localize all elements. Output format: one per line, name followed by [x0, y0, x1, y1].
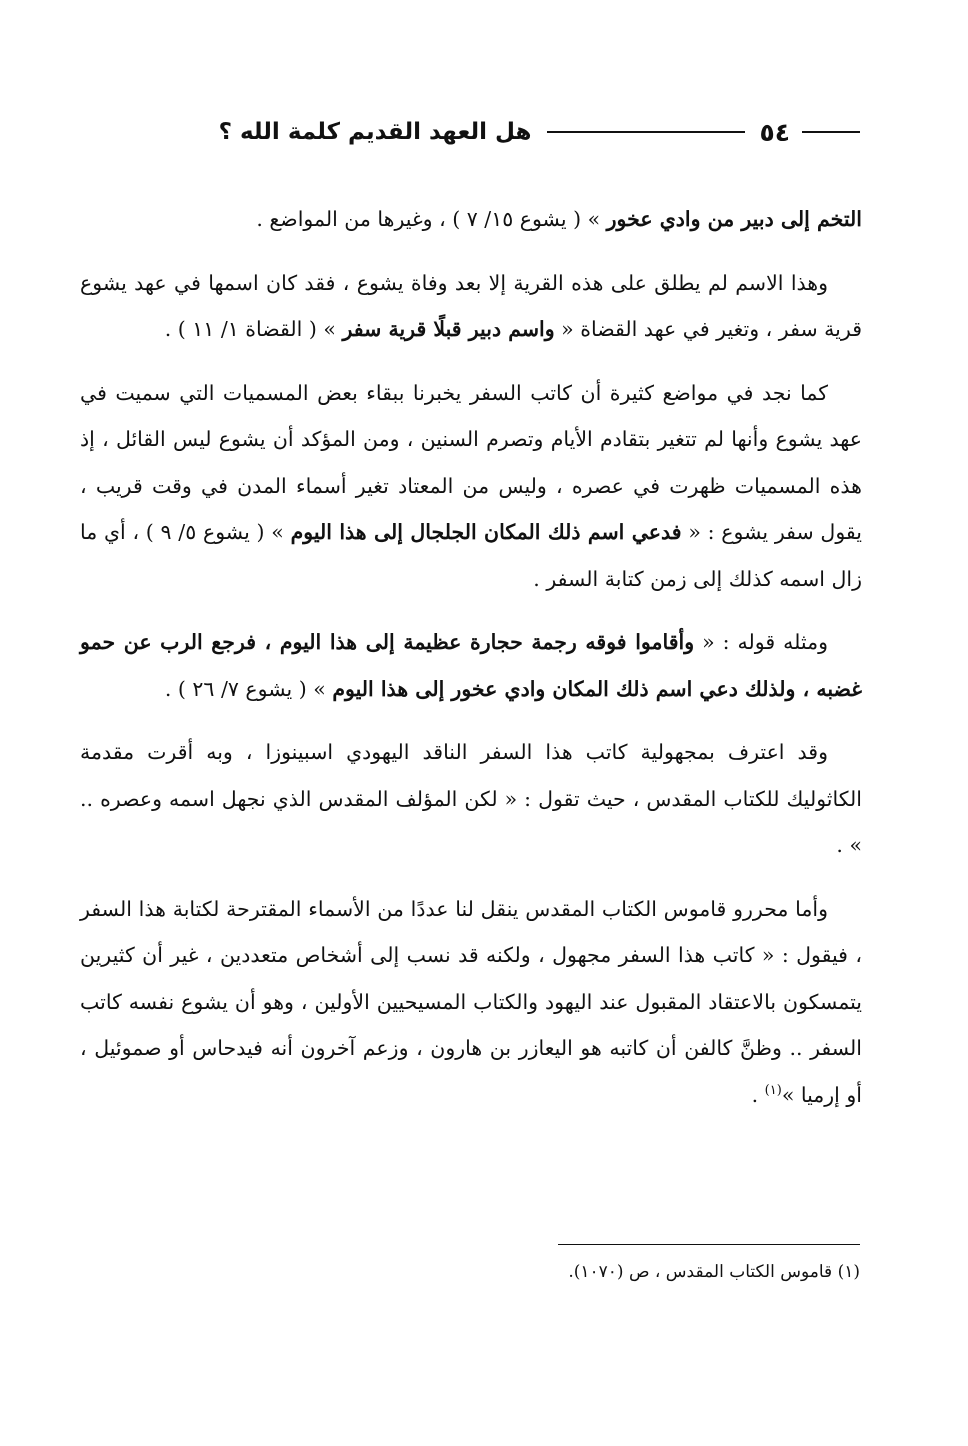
footnote: (١) قاموس الكتاب المقدس ، ص (١٠٧٠). — [568, 1262, 860, 1282]
paragraph-5-text: وقد اعترف بمجهولية كاتب هذا السفر الناقد اليهودي اسبينوزا ، وبه أقرت مقدمة الكاثوليك للكتاب المقدس ، حيث تقول : « لكن المؤلف المقدس الذي نجهل اسمه وعصره .. » . — [80, 740, 862, 857]
paragraph-4-text-end: » ( يشوع ٧/ ٢٦ ) . — [164, 676, 333, 701]
paragraph-1-text: » ( يشوع ١٥/ ٧ ) ، وغيرها من المواضع . — [256, 207, 607, 231]
paragraph-4 — [80, 619, 862, 712]
paragraph-3-text-end: » ( يشوع ٥/ ٩ ) ، أي ما زال اسمه كذلك إلى زمن كتابة السفر . — [80, 520, 862, 591]
running-title: هل العهد القديم كلمة الله ؟ — [218, 119, 532, 145]
paragraph-1-quote: التخم إلى دبير من وادي عخور — [606, 207, 862, 231]
paragraph-4-text-start: ومثله قوله : « — [694, 630, 828, 654]
paragraph-3 — [80, 370, 862, 603]
header-rule-short — [802, 131, 860, 133]
header-rule-long — [547, 131, 745, 133]
page-number: ٥٤ — [759, 117, 790, 147]
paragraph-5 — [80, 729, 862, 869]
footnote-separator — [558, 1244, 860, 1245]
footnote-marker[interactable]: (١) — [764, 1082, 782, 1098]
paragraph-2-text-start: وهذا الاسم لم يطلق على هذه القرية إلا بعد وفاة يشوع ، فقد كان اسمها في عهد يشوع قرية سفر ، وتغير في عهد القضاة « — [80, 270, 862, 341]
body-text — [80, 196, 862, 1135]
paragraph-4-quote: وأقاموا فوقه رجمة حجارة عظيمة إلى هذا اليوم ، فرجع الرب عن حمو غضبه ، ولذلك دعي اسم ذلك المكان وادي عخور إلى هذا اليوم — [80, 630, 862, 701]
paragraph-6 — [80, 886, 862, 1119]
paragraph-6-text-end: . — [751, 1082, 765, 1107]
paragraph-3-quote: فدعي اسم ذلك المكان الجلجال إلى هذا اليوم — [290, 520, 682, 544]
paragraph-2-quote: واسم دبير قبلًا قرية سفر — [342, 317, 555, 341]
paragraph-2-text-end: » ( القضاة ١/ ١١ ) . — [164, 317, 343, 341]
paragraph-3-text-start: كما نجد في مواضع كثيرة أن كاتب السفر يخبرنا ببقاء بعض المسميات التي سميت في عهد يشوع وأنها لم تتغير بتقادم الأيام وتصرم السنين ، ومن المؤكد أن يشوع ليس القائل ، إذ هذه المسميات ظهرت في عصره ، وليس من المعتاد تغير أسماء المدن في وقت قريب ، يقول سفر يشوع : « — [80, 380, 862, 544]
paragraph-6-text: وأما محررو قاموس الكتاب المقدس ينقل لنا عددًا من الأسماء المقترحة لكتابة هذا السفر ، فيقول : « كاتب هذا السفر مجهول ، ولكنه قد نسب إلى أشخاص متعددين ، غير أن كثيرين يتمسكون بالاعتقاد المقبول عند اليهود والكتاب المسيحيين الأولين ، وهو أن يشوع نفسه كاتب السفر .. وظنَّ كالفن أن كاتبه هو اليعازر بن هارون ، وزعم آخرون أنه فيدحاس أو صموئيل ، أو إرميا » — [80, 896, 862, 1107]
paragraph-1 — [80, 196, 862, 243]
paragraph-2 — [80, 260, 862, 353]
running-header — [80, 112, 860, 152]
